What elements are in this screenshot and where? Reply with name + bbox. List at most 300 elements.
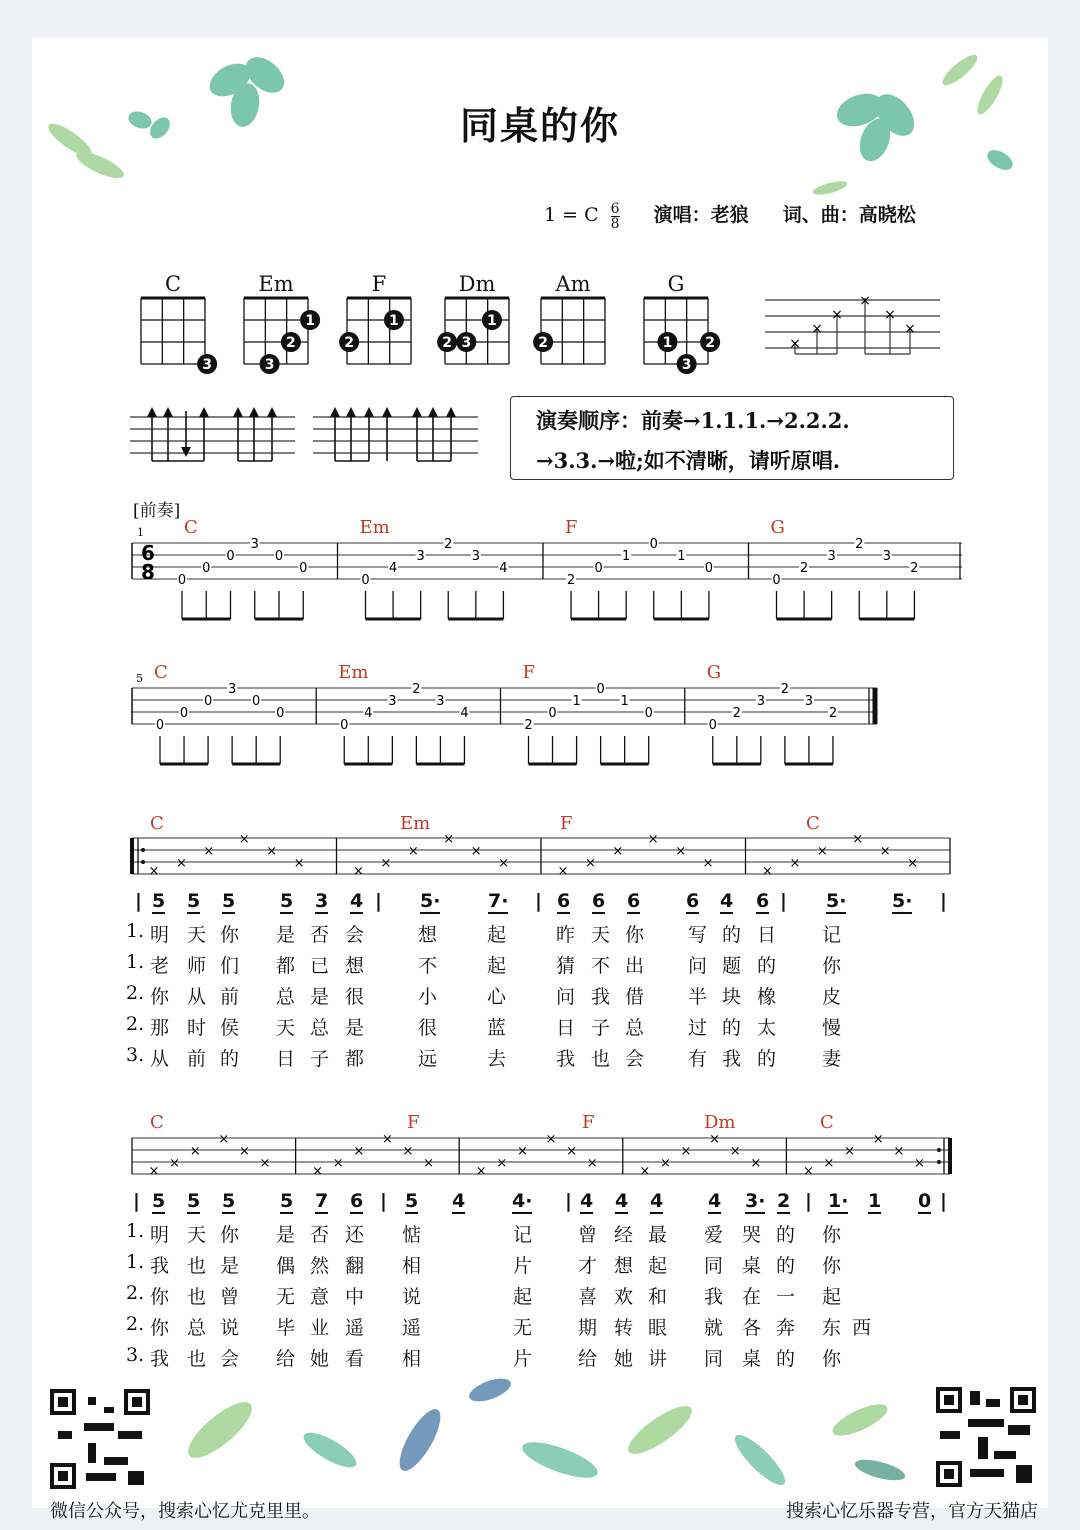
jianpu-note: 3· xyxy=(745,1190,766,1212)
barline: | xyxy=(375,890,382,912)
tab-fret-number: 0 xyxy=(226,549,235,564)
lyric-char: 老 xyxy=(150,955,170,977)
lyric-char: 太 xyxy=(757,1017,777,1039)
jianpu-note: 6 xyxy=(756,890,770,912)
play-order-line-1: 演奏顺序：前奏→1.1.1.→2.2.2. xyxy=(536,408,850,433)
chord-name: G xyxy=(667,272,685,296)
lyric-char: 记 xyxy=(513,1224,533,1246)
finger-number: 2 xyxy=(705,335,716,351)
lyric-char: 哭 xyxy=(742,1224,762,1246)
svg-text:×: × xyxy=(831,307,843,323)
lyric-char: 天 xyxy=(187,924,207,946)
lyric-char: 是 xyxy=(276,924,296,946)
chord-grid xyxy=(533,294,613,374)
lyric-char: 前 xyxy=(220,986,240,1008)
lyric-char: 日 xyxy=(556,1017,576,1039)
lyric-char: 各 xyxy=(742,1317,762,1339)
lyric-char: 才 xyxy=(578,1255,598,1277)
lyric-char: 日 xyxy=(276,1048,296,1070)
lyric-char: 也 xyxy=(187,1286,207,1308)
lyric-char: 和 xyxy=(648,1286,668,1308)
strum-mark: × xyxy=(750,1156,762,1171)
tab-fret-number: 1 xyxy=(622,549,631,564)
barline: | xyxy=(805,1190,812,1212)
svg-text:×: × xyxy=(859,293,871,309)
tab-fret-number: 3 xyxy=(804,694,814,709)
strum-mark: × xyxy=(659,1156,671,1171)
lyric-char: 3. xyxy=(126,1344,145,1366)
chord-diagram-am xyxy=(533,272,613,372)
finger-number: 1 xyxy=(662,335,673,351)
lyric-char: 翻 xyxy=(345,1255,365,1277)
lyric-char: 意 xyxy=(310,1286,330,1308)
sheet-page xyxy=(32,38,1048,1508)
lyric-char: 也 xyxy=(187,1348,207,1370)
tab-fret-number: 0 xyxy=(644,706,653,721)
lyric-char: 的 xyxy=(722,924,742,946)
strum-mark: × xyxy=(675,844,687,859)
tab-fret-number: 2 xyxy=(412,682,421,697)
lyric-char: 都 xyxy=(276,955,296,977)
lyric-char: 半 xyxy=(688,986,708,1008)
lyric-char: 记 xyxy=(822,924,842,946)
barline: | xyxy=(135,890,142,912)
lyric-char: 中 xyxy=(345,1286,365,1308)
tab-fret-number: 2 xyxy=(855,537,864,552)
jianpu-note: 2 xyxy=(777,1190,791,1212)
barline: | xyxy=(940,1190,947,1212)
lyric-char: 很 xyxy=(418,1017,438,1039)
jianpu-note: 5 xyxy=(152,890,166,912)
lyric-char: 总 xyxy=(276,986,296,1008)
lyric-char: 总 xyxy=(187,1317,207,1339)
play-order-line-2: →3.3.→啦;如不清晰，请听原唱. xyxy=(536,448,841,473)
tab-fret-number: 2 xyxy=(732,706,741,721)
chord-grid xyxy=(236,294,316,374)
tab-chord-name: C xyxy=(154,662,168,683)
lyric-char: 也 xyxy=(187,1255,207,1277)
lyric-char: 还 xyxy=(345,1224,365,1246)
lyric-char: 你 xyxy=(150,986,170,1008)
lyric-char: 橡 xyxy=(757,986,777,1008)
strum-mark: × xyxy=(218,1132,230,1147)
lyric-char: 总 xyxy=(310,1017,330,1039)
lyric-char: 1. xyxy=(126,920,145,942)
barline: | xyxy=(133,1190,140,1212)
tab-fret-number: 0 xyxy=(596,682,605,697)
lyric-char: 都 xyxy=(345,1048,365,1070)
time-signature-bottom: 8 xyxy=(141,560,155,584)
verse-chord-name: F xyxy=(560,813,573,834)
lyric-char: 的 xyxy=(776,1255,796,1277)
tab-fret-number: 0 xyxy=(708,718,717,733)
strum-mark: × xyxy=(879,844,891,859)
finger-number: 2 xyxy=(538,335,549,351)
tab-fret-number: 0 xyxy=(361,573,370,588)
lyric-char: 你 xyxy=(822,955,842,977)
lyric-char: 出 xyxy=(625,955,645,977)
lyric-char: 想 xyxy=(418,924,438,946)
jianpu-note: 6 xyxy=(627,890,641,912)
jianpu-note: 5 xyxy=(152,1190,166,1212)
lyric-char: 相 xyxy=(402,1348,422,1370)
strum-mark: × xyxy=(702,856,714,871)
strum-mark: × xyxy=(203,844,215,859)
strum-pattern-arrows-1 xyxy=(130,405,300,465)
lyric-char: 你 xyxy=(822,1348,842,1370)
lyric-char: 侯 xyxy=(220,1017,240,1039)
tab-fret-number: 0 xyxy=(274,549,284,564)
tab-fret-number: 3 xyxy=(471,549,480,564)
lyric-char: 昨 xyxy=(556,924,576,946)
lyric-char: 遥 xyxy=(345,1317,365,1339)
finger-number: 3 xyxy=(264,357,275,373)
lyric-char: 会 xyxy=(220,1348,240,1370)
tab-fret-number: 0 xyxy=(252,694,261,709)
lyric-char: 你 xyxy=(150,1317,170,1339)
tab-fret-number: 0 xyxy=(203,694,213,709)
lyric-char: 期 xyxy=(578,1317,598,1339)
lyric-char: 的 xyxy=(776,1348,796,1370)
strum-mark: × xyxy=(680,1144,692,1159)
lyric-char: 心 xyxy=(487,986,507,1008)
tab-chord-name: F xyxy=(565,517,578,538)
lyric-char: 的 xyxy=(776,1224,796,1246)
tab-fret-number: 1 xyxy=(677,549,686,564)
strum-mark: × xyxy=(443,832,455,847)
verse-chord-name: Dm xyxy=(704,1112,736,1133)
strum-mark: × xyxy=(407,844,419,859)
verse-chord-name: C xyxy=(150,813,164,834)
lyric-char: 有 xyxy=(688,1048,708,1070)
lyric-char: 日 xyxy=(757,924,777,946)
lyric-char: 慢 xyxy=(822,1017,842,1039)
tab-fret-number: 0 xyxy=(202,561,211,576)
lyric-char: 看 xyxy=(345,1348,365,1370)
tab-fret-number: 2 xyxy=(799,561,809,576)
verse-chord-name: C xyxy=(806,813,820,834)
jianpu-note: 0 xyxy=(918,1190,932,1212)
strum-mark: × xyxy=(332,1156,344,1171)
jianpu-note: 1 xyxy=(868,1190,882,1212)
strum-mark: × xyxy=(907,856,919,871)
strum-mark: × xyxy=(148,1164,160,1179)
finger-number: 3 xyxy=(202,357,213,373)
strum-mark: × xyxy=(259,1156,271,1171)
tab-fret-number: 0 xyxy=(179,706,189,721)
lyric-char: 相 xyxy=(402,1255,422,1277)
lyric-char: 是 xyxy=(310,986,330,1008)
lyric-char: 你 xyxy=(220,924,240,946)
tab-fret-number: 3 xyxy=(250,537,259,552)
jianpu-note: 4 xyxy=(708,1190,722,1212)
lyric-char: 不 xyxy=(591,955,611,977)
lyric-char: 你 xyxy=(822,1255,842,1277)
chord-grid xyxy=(339,294,419,374)
lyric-char: 猜 xyxy=(556,955,576,977)
tab-fret-number: 0 xyxy=(594,561,603,576)
tab-staff-1 xyxy=(132,517,972,625)
tab-fret-number: 2 xyxy=(524,718,533,733)
strum-mark: × xyxy=(647,832,659,847)
strum-mark: × xyxy=(586,1156,598,1171)
lyric-char: 问 xyxy=(556,986,576,1008)
chord-diagram-dm xyxy=(437,272,517,372)
qr-code-left xyxy=(48,1387,152,1491)
strum-mark: × xyxy=(353,1144,365,1159)
lyric-char: 你 xyxy=(625,924,645,946)
tab-staff-2 xyxy=(132,662,892,770)
verse-chord-name: F xyxy=(407,1112,420,1133)
chord-diagram-g xyxy=(636,272,716,372)
jianpu-note: 4 xyxy=(350,890,364,912)
verse-chord-name: C xyxy=(150,1112,164,1133)
strum-mark: × xyxy=(893,1144,905,1159)
jianpu-note: 4 xyxy=(650,1190,664,1212)
tab-fret-number: 0 xyxy=(340,718,349,733)
chord-grid xyxy=(437,294,517,374)
lyric-char: 写 xyxy=(688,924,708,946)
lyric-char: 的 xyxy=(757,1048,777,1070)
lyric-char: 桌 xyxy=(742,1348,762,1370)
lyric-char: 皮 xyxy=(822,986,842,1008)
play-order-box xyxy=(510,396,954,480)
lyric-char: 妻 xyxy=(822,1048,842,1070)
lyric-char: 起 xyxy=(822,1286,842,1308)
strum-mark: × xyxy=(238,1144,250,1159)
lyric-char: 起 xyxy=(513,1286,533,1308)
tab-fret-number: 3 xyxy=(882,549,891,564)
qr-code-right xyxy=(934,1385,1038,1489)
tab-fret-number: 3 xyxy=(756,694,765,709)
tab-chord-name: C xyxy=(184,517,198,538)
jianpu-note: 4 xyxy=(580,1190,594,1212)
jianpu-note: 7 xyxy=(315,1190,329,1212)
strum-mark: × xyxy=(381,1132,393,1147)
jianpu-note: 4 xyxy=(452,1190,466,1212)
rhythm-staff-2 xyxy=(132,1130,962,1190)
tab-fret-number: 4 xyxy=(499,561,508,576)
lyric-char: 她 xyxy=(614,1348,634,1370)
lyric-char: 想 xyxy=(614,1255,634,1277)
strum-pattern-x xyxy=(765,292,945,362)
time-signature-top: 6 xyxy=(141,540,155,565)
strum-mark: × xyxy=(639,1164,651,1179)
lyric-char: 讲 xyxy=(648,1348,668,1370)
tab-fret-number: 0 xyxy=(548,706,557,721)
lyric-char: 从 xyxy=(187,986,207,1008)
verse-chord-name: F xyxy=(582,1112,595,1133)
chord-name: Dm xyxy=(458,272,496,296)
jianpu-note: 6 xyxy=(592,890,606,912)
barline: | xyxy=(940,890,947,912)
tab-fret-number: 3 xyxy=(827,549,836,564)
jianpu-note: 7· xyxy=(488,890,509,912)
lyric-char: 说 xyxy=(402,1286,422,1308)
lyric-char: 欢 xyxy=(614,1286,634,1308)
chord-name: Em xyxy=(258,272,294,296)
lyric-char: 明 xyxy=(150,924,170,946)
strum-mark: × xyxy=(169,1156,181,1171)
lyric-char: 曾 xyxy=(578,1224,598,1246)
lyric-char: 曾 xyxy=(220,1286,240,1308)
lyric-char: 你 xyxy=(220,1224,240,1246)
strum-mark: × xyxy=(175,856,187,871)
tab-fret-number: 4 xyxy=(460,706,469,721)
finger-number: 1 xyxy=(305,313,316,329)
tab-fret-number: 2 xyxy=(910,561,919,576)
lyric-char: 是 xyxy=(220,1255,240,1277)
lyric-char: 你 xyxy=(822,1224,842,1246)
lyric-char: 也 xyxy=(591,1048,611,1070)
lyric-char: 给 xyxy=(578,1348,598,1370)
lyric-char: 2. xyxy=(126,1313,145,1335)
jianpu-note: 5· xyxy=(826,890,847,912)
lyric-char: 否 xyxy=(310,1224,330,1246)
measure-number-1: 1 xyxy=(137,526,144,539)
lyric-char: 去 xyxy=(487,1048,507,1070)
tab-fret-number: 0 xyxy=(649,537,658,552)
lyric-char: 问 xyxy=(688,955,708,977)
tab-chord-name: G xyxy=(706,662,722,683)
tab-fret-number: 0 xyxy=(772,573,781,588)
strum-mark: × xyxy=(380,856,392,871)
lyric-char: 1. xyxy=(126,1220,145,1242)
lyric-char: 同 xyxy=(704,1348,724,1370)
lyric-char: 那 xyxy=(150,1017,170,1039)
lyric-char: 2. xyxy=(126,982,145,1004)
strum-mark: × xyxy=(475,1164,487,1179)
lyric-char: 然 xyxy=(310,1255,330,1277)
barline: | xyxy=(380,1190,387,1212)
lyric-char: 会 xyxy=(625,1048,645,1070)
strum-mark: × xyxy=(816,844,828,859)
jianpu-note: 1· xyxy=(828,1190,849,1212)
footer-right: 搜索心忆乐器专营，官方天猫店 xyxy=(786,1501,1038,1522)
lyric-char: 业 xyxy=(310,1317,330,1339)
strum-mark: × xyxy=(353,864,364,879)
strum-mark: × xyxy=(612,844,624,859)
svg-text:×: × xyxy=(789,336,801,352)
finger-number: 2 xyxy=(442,335,453,351)
footer-left: 微信公众号，搜索心忆尤克里里。 xyxy=(50,1501,320,1522)
strum-mark: × xyxy=(913,1156,925,1171)
lyric-char: 是 xyxy=(276,1224,296,1246)
strum-mark: × xyxy=(709,1132,721,1147)
chord-name: C xyxy=(164,272,182,296)
lyric-char: 天 xyxy=(276,1017,296,1039)
singer: 演唱：老狼 xyxy=(653,204,749,226)
lyric-char: 我 xyxy=(150,1255,170,1277)
strum-mark: × xyxy=(498,856,510,871)
intro-label: [前奏] xyxy=(133,501,181,521)
lyric-char: 蓝 xyxy=(487,1017,507,1039)
lyric-char: 无 xyxy=(513,1317,533,1339)
jianpu-note: 5 xyxy=(222,1190,236,1212)
tab-fret-number: 0 xyxy=(177,573,187,588)
strum-mark: × xyxy=(266,844,278,859)
lyric-char: 明 xyxy=(150,1224,170,1246)
strum-mark: × xyxy=(557,864,569,879)
strum-mark: × xyxy=(852,832,864,847)
lyric-char: 毕 xyxy=(276,1317,296,1339)
lyric-char: 不 xyxy=(418,955,438,977)
strum-mark: × xyxy=(148,864,160,879)
tab-fret-number: 0 xyxy=(276,706,285,721)
strum-mark: × xyxy=(312,1164,324,1179)
lyric-char: 总 xyxy=(625,1017,645,1039)
lyric-char: 片 xyxy=(513,1255,533,1277)
tab-fret-number: 3 xyxy=(388,694,397,709)
lyric-char: 小 xyxy=(418,986,438,1008)
finger-number: 3 xyxy=(681,357,692,373)
strum-mark: × xyxy=(423,1156,435,1171)
tab-fret-number: 2 xyxy=(566,573,576,588)
chord-name: Am xyxy=(555,272,591,296)
jianpu-note: 5 xyxy=(280,890,294,912)
jianpu-note: 3 xyxy=(315,890,329,912)
lyric-char: 1. xyxy=(126,1251,145,1273)
lyric-char: 前 xyxy=(187,1048,207,1070)
strum-mark: × xyxy=(545,1132,557,1147)
lyric-char: 的 xyxy=(220,1048,240,1070)
tab-chord-name: F xyxy=(522,662,535,683)
lyric-char: 偶 xyxy=(276,1255,296,1277)
chord-diagram-c xyxy=(133,272,213,372)
chord-name: F xyxy=(371,272,387,296)
lyric-char: 我 xyxy=(704,1286,724,1308)
lyric-char: 块 xyxy=(722,986,742,1008)
lyric-char: 2. xyxy=(126,1013,145,1035)
tab-fret-number: 2 xyxy=(780,682,790,697)
strum-mark: × xyxy=(729,1144,741,1159)
jianpu-note: 5· xyxy=(420,890,441,912)
tab-fret-number: 4 xyxy=(388,561,398,576)
lyric-char: 3. xyxy=(126,1044,145,1066)
lyric-char: 奔 xyxy=(776,1317,796,1339)
lyric-char: 否 xyxy=(310,924,330,946)
barline: | xyxy=(535,890,542,912)
lyric-char: 题 xyxy=(722,955,742,977)
jianpu-note: 5 xyxy=(280,1190,294,1212)
lyric-char: 从 xyxy=(150,1048,170,1070)
finger-number: 3 xyxy=(461,335,472,351)
key-signature: 1 = C xyxy=(544,204,599,226)
lyric-char: 我 xyxy=(556,1048,576,1070)
lyric-char: 起 xyxy=(648,1255,668,1277)
lyric-char: 转 xyxy=(614,1317,634,1339)
barline: | xyxy=(780,890,787,912)
lyric-char: 的 xyxy=(757,955,777,977)
lyric-char: 远 xyxy=(418,1048,438,1070)
lyric-char: 我 xyxy=(591,986,611,1008)
lyric-char: 惦 xyxy=(402,1224,422,1246)
strum-mark: × xyxy=(584,856,596,871)
finger-number: 2 xyxy=(344,335,355,351)
lyric-char: 是 xyxy=(345,1017,365,1039)
chord-grid xyxy=(636,294,716,374)
lyric-char: 一 xyxy=(776,1286,796,1308)
strum-mark: × xyxy=(516,1144,528,1159)
lyric-char: 无 xyxy=(276,1286,296,1308)
finger-number: 1 xyxy=(389,313,399,329)
tab-fret-number: 3 xyxy=(436,694,445,709)
chord-grid xyxy=(133,294,213,374)
jianpu-note: 6 xyxy=(557,890,571,912)
strum-mark: × xyxy=(789,856,801,871)
lyric-char: 我 xyxy=(150,1348,170,1370)
lyric-char: 1. xyxy=(126,951,145,973)
